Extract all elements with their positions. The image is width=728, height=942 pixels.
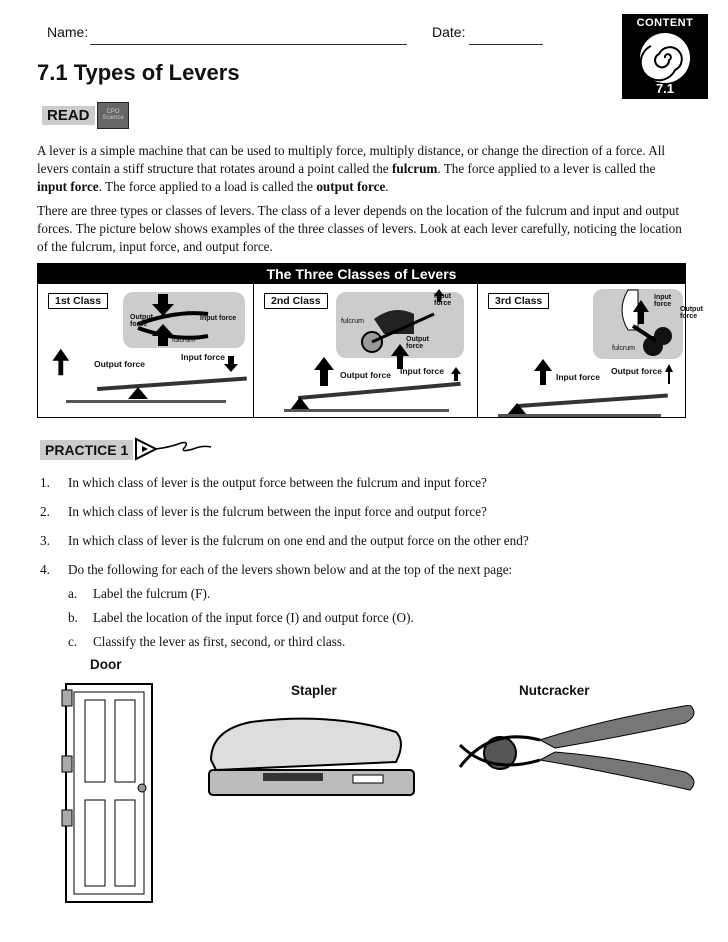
img-input-label: Input force <box>654 294 672 308</box>
pencil-arrow-icon <box>134 436 214 462</box>
nutcracker-illustration <box>455 705 700 795</box>
lever-classes-figure <box>37 263 703 418</box>
book-title: CPO Science <box>102 109 124 121</box>
nautilus-shell-icon <box>635 30 695 85</box>
practice-label: PRACTICE 1 <box>40 440 133 460</box>
class-label: 1st Class <box>48 293 108 309</box>
intro-paragraph: A lever is a simple machine that can be used to multiply force, multiply distance, or change the direction of a force. All levers contain a stiff structure that rotates around a point called the fulcrum. The force applied to a lever is called the input force. The force applied to a load is called the output force. <box>37 143 666 194</box>
page-title: 7.1 Types of Levers <box>37 60 240 85</box>
book-icon <box>97 102 129 129</box>
class-label: 3rd Class <box>488 293 549 309</box>
output-force-label: Output force <box>340 370 391 380</box>
nutcracker-label: Nutcracker <box>519 683 590 698</box>
question-4: 4. Do the following for each of the levers shown below and at the top of the next page: <box>40 562 513 577</box>
question-3: 3. In which class of lever is the fulcrum on one end and the output force on the other end? <box>40 533 529 548</box>
date-label: Date: <box>432 24 466 40</box>
class-label: 2nd Class <box>264 293 328 309</box>
figure-title: The Three Classes of Levers <box>38 264 685 284</box>
input-force-label: Input force <box>181 352 225 362</box>
door-label: Door <box>90 657 122 672</box>
panel-first-class <box>38 284 254 417</box>
name-field[interactable] <box>90 44 407 45</box>
classes-paragraph: There are three types or classes of levers. The class of a lever depends on the location of the fulcrum and input and output forces. The picture below shows examples of the three classes of levers. Look at each lever carefully, noticing the location of the fulcrum, input force, and output force. <box>37 203 682 254</box>
output-force-label: Output force <box>94 359 145 369</box>
panel-second-class <box>254 284 478 417</box>
stapler-illustration <box>203 715 418 805</box>
img-output-label: Output force <box>680 306 703 320</box>
content-badge <box>622 14 708 99</box>
img-fulcrum-label: fulcrum <box>172 337 195 344</box>
door-illustration <box>60 682 156 904</box>
img-fulcrum-label: fulcrum <box>341 318 364 325</box>
img-fulcrum-label: fulcrum <box>612 345 635 352</box>
output-force-label: Output force <box>611 366 662 376</box>
subitem-a: a. Label the fulcrum (F). <box>68 586 211 601</box>
badge-number: 7.1 <box>655 81 675 96</box>
date-field[interactable] <box>469 44 543 45</box>
subitem-b: b. Label the location of the input force (I) and output force (O). <box>68 610 414 625</box>
panel-third-class <box>478 284 703 417</box>
stapler-label: Stapler <box>291 683 337 698</box>
input-force-label: Input force <box>556 372 600 382</box>
img-input-label: Input force <box>200 315 237 322</box>
badge-label: CONTENT <box>636 17 694 29</box>
subitem-c: c. Classify the lever as first, second, or third class. <box>68 634 346 649</box>
input-force-label: Input force <box>400 366 444 376</box>
img-output-label: Output force <box>406 336 429 350</box>
name-label: Name: <box>47 24 89 40</box>
img-output-label: Output force <box>130 314 153 328</box>
read-label: READ <box>42 106 95 125</box>
question-2: 2. In which class of lever is the fulcrum between the input force and output force? <box>40 504 487 519</box>
img-input-label: Input force <box>434 293 452 307</box>
question-1: 1. In which class of lever is the output force between the fulcrum and input force? <box>40 475 487 490</box>
